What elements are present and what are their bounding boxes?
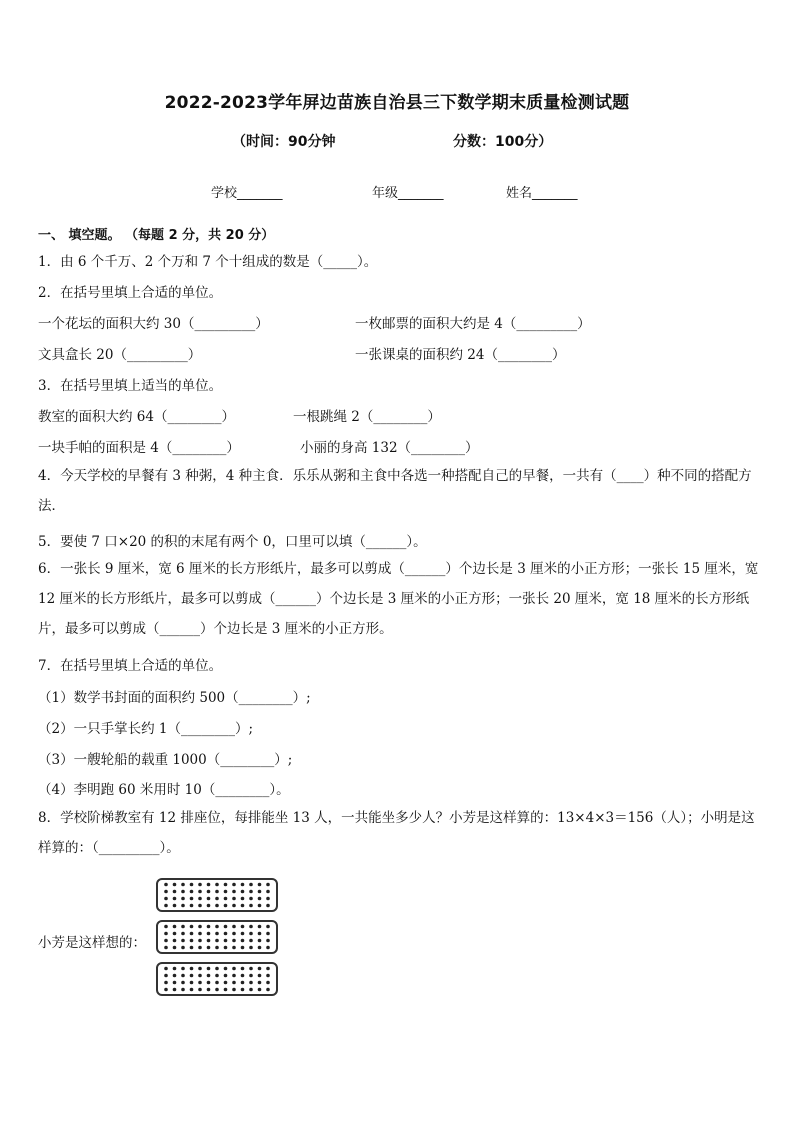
dot [232, 890, 236, 894]
question-3a: 教室的面积大约 64（________） [38, 409, 235, 425]
dot [232, 897, 236, 901]
dot [266, 939, 270, 943]
dot [198, 883, 202, 887]
question-4: 4．今天学校的早餐有 3 种粥，4 种主食．乐乐从粥和主食中各选一种搭配自己的早餐，一共有（____）种不同的搭配方法． [38, 468, 752, 514]
dot [181, 967, 185, 971]
dot [207, 981, 211, 985]
dot [181, 946, 185, 950]
dot [207, 988, 211, 992]
dot [258, 904, 262, 908]
dot [190, 897, 194, 901]
name-field[interactable]: 姓名_______ [506, 186, 578, 201]
dot [258, 974, 262, 978]
dot [181, 904, 185, 908]
dot [198, 897, 202, 901]
dot [266, 932, 270, 936]
dot [173, 946, 177, 950]
dot [173, 981, 177, 985]
dot [207, 967, 211, 971]
dot [190, 988, 194, 992]
dot [232, 904, 236, 908]
dot [215, 883, 219, 887]
dot [266, 897, 270, 901]
dot [215, 946, 219, 950]
dot [164, 925, 168, 929]
dot [190, 883, 194, 887]
dot [266, 974, 270, 978]
dot [173, 974, 177, 978]
dot [232, 967, 236, 971]
dot [249, 883, 253, 887]
dot [258, 967, 262, 971]
dot [207, 897, 211, 901]
dot [198, 904, 202, 908]
dot [249, 897, 253, 901]
dot [215, 932, 219, 936]
dot [241, 883, 245, 887]
dot [207, 946, 211, 950]
dot [190, 967, 194, 971]
question-2c: 文具盒长 20（_________） [38, 347, 202, 363]
dot-grid [158, 880, 276, 910]
dot [241, 981, 245, 985]
dot [164, 897, 168, 901]
dot [215, 897, 219, 901]
dot [266, 904, 270, 908]
dot [232, 946, 236, 950]
dot [215, 925, 219, 929]
dot [164, 981, 168, 985]
dot [181, 890, 185, 894]
dot [266, 981, 270, 985]
dot [266, 890, 270, 894]
dot [224, 946, 228, 950]
dot [207, 939, 211, 943]
dot [241, 967, 245, 971]
dot [215, 981, 219, 985]
dot [258, 890, 262, 894]
question-5: 5．要使 7 口×20 的积的末尾有两个 0，口里可以填（______）。 [38, 534, 427, 550]
dot [232, 932, 236, 936]
dot [181, 932, 185, 936]
question-3d: 小丽的身高 132（________） [300, 440, 479, 456]
dot [181, 897, 185, 901]
dot [173, 967, 177, 971]
dot [198, 974, 202, 978]
dot [198, 988, 202, 992]
dot [224, 904, 228, 908]
dot [258, 897, 262, 901]
dot [232, 974, 236, 978]
dot [224, 974, 228, 978]
dot [190, 925, 194, 929]
exam-score: 分数：100分） [453, 134, 553, 150]
dot [181, 925, 185, 929]
dot [181, 883, 185, 887]
dot [258, 939, 262, 943]
dot [241, 890, 245, 894]
dot [190, 946, 194, 950]
xiaofang-label: 小芳是这样想的： [38, 935, 146, 951]
dot [232, 981, 236, 985]
dot [190, 890, 194, 894]
question-7b: （2）一只手掌长约 1（________）; [38, 721, 254, 737]
dot [241, 932, 245, 936]
exam-time: （时间：90分钟 [232, 134, 336, 150]
dot [207, 932, 211, 936]
school-field[interactable]: 学校_______ [211, 186, 283, 201]
dot [181, 974, 185, 978]
dot [266, 967, 270, 971]
dot [241, 939, 245, 943]
question-3c: 一块手帕的面积是 4（________） [38, 440, 240, 456]
dot [181, 939, 185, 943]
dot [215, 988, 219, 992]
dot [198, 981, 202, 985]
dot [266, 883, 270, 887]
dot [241, 897, 245, 901]
dot [258, 946, 262, 950]
dot [190, 932, 194, 936]
dot [258, 988, 262, 992]
dot [181, 981, 185, 985]
dot [224, 967, 228, 971]
dot [207, 925, 211, 929]
dot [190, 904, 194, 908]
dot [198, 925, 202, 929]
dot [198, 939, 202, 943]
dot [164, 932, 168, 936]
dot [249, 925, 253, 929]
dot [190, 974, 194, 978]
dot [224, 988, 228, 992]
dot [266, 946, 270, 950]
dot [164, 904, 168, 908]
dot [249, 967, 253, 971]
dot [173, 883, 177, 887]
dot [241, 904, 245, 908]
question-2-stem: 2．在括号里填上合适的单位。 [38, 285, 223, 301]
dot [198, 890, 202, 894]
dot [164, 988, 168, 992]
dot [249, 988, 253, 992]
dot [241, 974, 245, 978]
dot [266, 988, 270, 992]
dot [164, 890, 168, 894]
dot [215, 974, 219, 978]
dot [181, 988, 185, 992]
dot [198, 932, 202, 936]
question-8: 8．学校阶梯教室有 12 排座位，每排能坐 13 人，一共能坐多少人？小芳是这样算的：13×4×3＝156（人）；小明是这样算的：（_________）。 [38, 810, 755, 856]
dot [173, 904, 177, 908]
dot [224, 939, 228, 943]
dot [224, 890, 228, 894]
question-7-stem: 7．在括号里填上合适的单位。 [38, 658, 223, 674]
dot [241, 925, 245, 929]
dot [232, 925, 236, 929]
dot [232, 883, 236, 887]
question-3-stem: 3．在括号里填上适当的单位。 [38, 378, 223, 394]
dot [241, 946, 245, 950]
dot [215, 890, 219, 894]
dot [173, 890, 177, 894]
dot [224, 897, 228, 901]
dot [232, 988, 236, 992]
grade-field[interactable]: 年级_______ [372, 186, 444, 201]
question-7a: （1）数学书封面的面积约 500（________）; [38, 690, 311, 706]
dot [215, 939, 219, 943]
dot-group-1 [156, 878, 278, 912]
dot [258, 981, 262, 985]
dot [266, 925, 270, 929]
dot-group-2 [156, 920, 278, 954]
dot [249, 946, 253, 950]
question-7d: （4）李明跑 60 米用时 10（________）。 [38, 782, 290, 798]
dot-grid [158, 922, 276, 952]
dot [224, 883, 228, 887]
question-7c: （3）一艘轮船的载重 1000（________）; [38, 752, 293, 768]
dot [207, 904, 211, 908]
section-heading: 一、 填空题。 （每题 2 分，共 20 分） [38, 228, 275, 243]
dot [224, 925, 228, 929]
dot [224, 981, 228, 985]
dot [258, 925, 262, 929]
dot [249, 932, 253, 936]
dot [173, 988, 177, 992]
dot [258, 883, 262, 887]
question-2d: 一张课桌的面积约 24（________） [355, 347, 566, 363]
dot [249, 939, 253, 943]
dot [207, 974, 211, 978]
dot [215, 967, 219, 971]
question-3b: 一根跳绳 2（________） [293, 409, 441, 425]
dot [164, 967, 168, 971]
dot [173, 932, 177, 936]
dot [198, 946, 202, 950]
dot [198, 967, 202, 971]
dot-grid [158, 964, 276, 994]
dot [249, 981, 253, 985]
question-2b: 一枚邮票的面积大约是 4（_________） [355, 316, 591, 332]
dot [224, 932, 228, 936]
dot [258, 932, 262, 936]
dot [173, 897, 177, 901]
dot [207, 890, 211, 894]
dot [164, 939, 168, 943]
dot [173, 939, 177, 943]
question-2a: 一个花坛的面积大约 30（_________） [38, 316, 269, 332]
dot [241, 988, 245, 992]
dot [249, 904, 253, 908]
dot [207, 883, 211, 887]
question-6: 6．一张长 9 厘米，宽 6 厘米的长方形纸片，最多可以剪成（______）个边长是 3 厘米的小正方形；一张长 15 厘米，宽 12 厘米的长方形纸片，最多可以剪成（______）个边长是 3 厘米的小正方形；一张长 20 厘米，宽 18 厘米的长方形纸片，最多可以剪成（______）个边长是 3 厘米的小正方形。 [38, 561, 759, 637]
dot [173, 925, 177, 929]
dot [190, 981, 194, 985]
dot [232, 939, 236, 943]
dot-group-3 [156, 962, 278, 996]
dot [164, 883, 168, 887]
dot [164, 946, 168, 950]
dot [249, 890, 253, 894]
question-1: 1．由 6 个千万、2 个万和 7 个十组成的数是（_____）。 [38, 254, 378, 270]
dot [190, 939, 194, 943]
dot [249, 974, 253, 978]
dot [164, 974, 168, 978]
page-title: 2022-2023学年屏边苗族自治县三下数学期末质量检测试题 [164, 93, 630, 113]
dot [215, 904, 219, 908]
